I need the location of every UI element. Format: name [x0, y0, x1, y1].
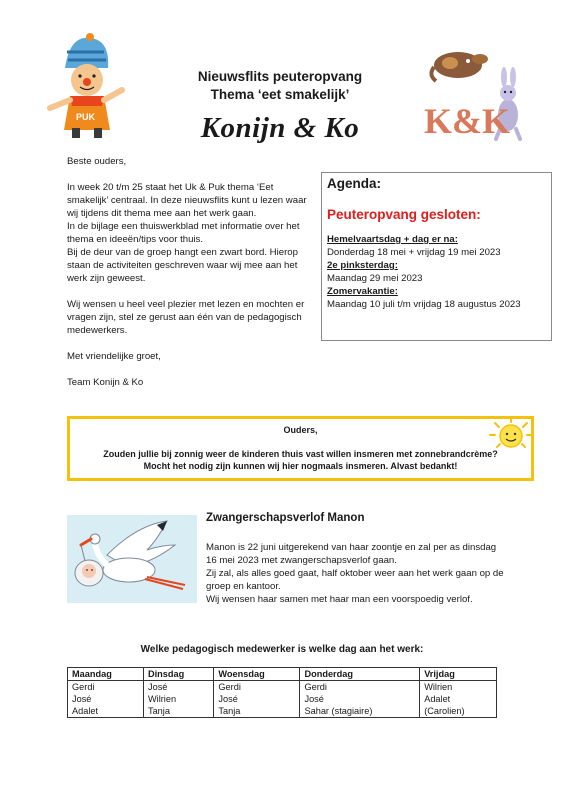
konijn-ko-logo-icon	[420, 45, 530, 145]
sun-icon	[487, 415, 535, 453]
table-cell: Gerdi	[68, 681, 144, 694]
table-cell: Adalet	[420, 693, 497, 705]
pregnancy-para3: Wij wensen haar samen met haar man een voorspoedig verlof.	[206, 594, 473, 605]
letter-closing: Met vriendelijke groet,	[67, 351, 161, 362]
pregnancy-para1: Manon is 22 juni uitgerekend van haar zoontje en zal per as dinsdag 16 mei 2023 met zwangerschapsverlof gaan.	[206, 542, 497, 566]
letter-para4: Wij wensen u heel veel plezier met lezen en mochten er vragen zijn, stel ze gerust aan één van de pedagogisch medewerkers.	[67, 299, 305, 336]
agenda-box	[321, 172, 552, 341]
kk-logo-text: K&K	[424, 101, 510, 141]
table-cell: Gerdi	[214, 681, 300, 694]
agenda-item-date: Maandag 29 mei 2023	[327, 273, 423, 284]
letter-body	[67, 155, 312, 389]
table-cell: Tanja	[214, 705, 300, 718]
pregnancy-body	[206, 541, 506, 606]
table-cell: José	[68, 693, 144, 705]
stork-baby-icon	[67, 515, 197, 603]
table-header-cell: Vrijdag	[420, 668, 497, 681]
table-row	[68, 693, 497, 705]
schedule-table	[67, 667, 497, 718]
agenda-item-label: 2e pinksterdag:	[327, 260, 398, 271]
agenda-item-label: Zomervakantie:	[327, 286, 398, 297]
table-header-cell: Woensdag	[214, 668, 300, 681]
agenda-item	[327, 233, 546, 259]
letter-signature: Team Konijn & Ko	[67, 377, 144, 388]
pregnancy-title: Zwangerschapsverlof Manon	[206, 512, 365, 524]
table-cell: José	[214, 693, 300, 705]
table-header-cell: Maandag	[68, 668, 144, 681]
header-brand: Konijn & Ko	[200, 112, 360, 144]
table-cell: Wilrien	[420, 681, 497, 694]
table-header-cell: Dinsdag	[143, 668, 213, 681]
header-title-line2: Thema ‘eet smakelijk’	[210, 87, 350, 102]
table-cell: Gerdi	[300, 681, 420, 694]
notice-line1: Zouden jullie bij zonnig weer de kinderen thuis vast willen insmeren met zonnebrandcrème?	[103, 449, 498, 459]
agenda-title: Agenda:	[327, 176, 381, 191]
puk-label: PUK	[76, 112, 96, 122]
header-title-line1: Nieuwsflits peuteropvang	[197, 69, 363, 84]
table-cell: Wilrien	[143, 693, 213, 705]
schedule-title: Welke pedagogisch medewerker is welke dag aan het werk:	[140, 644, 424, 655]
letter-para2: In de bijlage een thuiswerkblad met informatie over het thema en ideeën/tips voor thuis.	[67, 221, 300, 245]
table-header-row	[68, 668, 497, 681]
table-cell: (Carolien)	[420, 705, 497, 718]
letter-para3: Bij de deur van de groep hangt een zwart bord. Hierop staan de activiteiten geschreven waar wij mee aan het werk zijn geweest.	[67, 247, 298, 284]
agenda-item-label: Hemelvaartsdag + dag er na:	[327, 234, 458, 245]
agenda-closed-heading: Peuteropvang gesloten:	[327, 207, 481, 222]
table-cell: Sahar (stagiaire)	[300, 705, 420, 718]
notice-line2: Mocht het nodig zijn kunnen wij hier nogmaals insmeren. Alvast bedankt!	[143, 461, 458, 471]
agenda-item	[327, 285, 546, 311]
table-row	[68, 705, 497, 718]
table-cell: José	[143, 681, 213, 694]
letter-greeting: Beste ouders,	[67, 156, 127, 167]
table-row	[68, 681, 497, 694]
agenda-item-date: Maandag 10 juli t/m vrijdag 18 augustus 2023	[327, 299, 521, 310]
table-header-cell: Donderdag	[300, 668, 420, 681]
header-title	[150, 68, 410, 104]
sunscreen-notice	[67, 416, 534, 481]
agenda-item-date: Donderdag 18 mei + vrijdag 19 mei 2023	[327, 247, 501, 258]
table-cell: José	[300, 693, 420, 705]
pregnancy-para2: Zij zal, als alles goed gaat, half oktober weer aan het werk gaan op de groep en kantoor.	[206, 568, 504, 592]
agenda-item	[327, 259, 546, 285]
letter-para1: In week 20 t/m 25 staat het Uk & Puk thema ‘Eet smakelijk’ centraal. In deze nieuwsflits kunt u lezen waar wij tijdens dit thema mee aan het werk gaan.	[67, 182, 307, 219]
notice-heading: Ouders,	[283, 425, 318, 435]
table-cell: Adalet	[68, 705, 144, 718]
table-cell: Tanja	[143, 705, 213, 718]
puk-doll-icon	[40, 30, 130, 140]
